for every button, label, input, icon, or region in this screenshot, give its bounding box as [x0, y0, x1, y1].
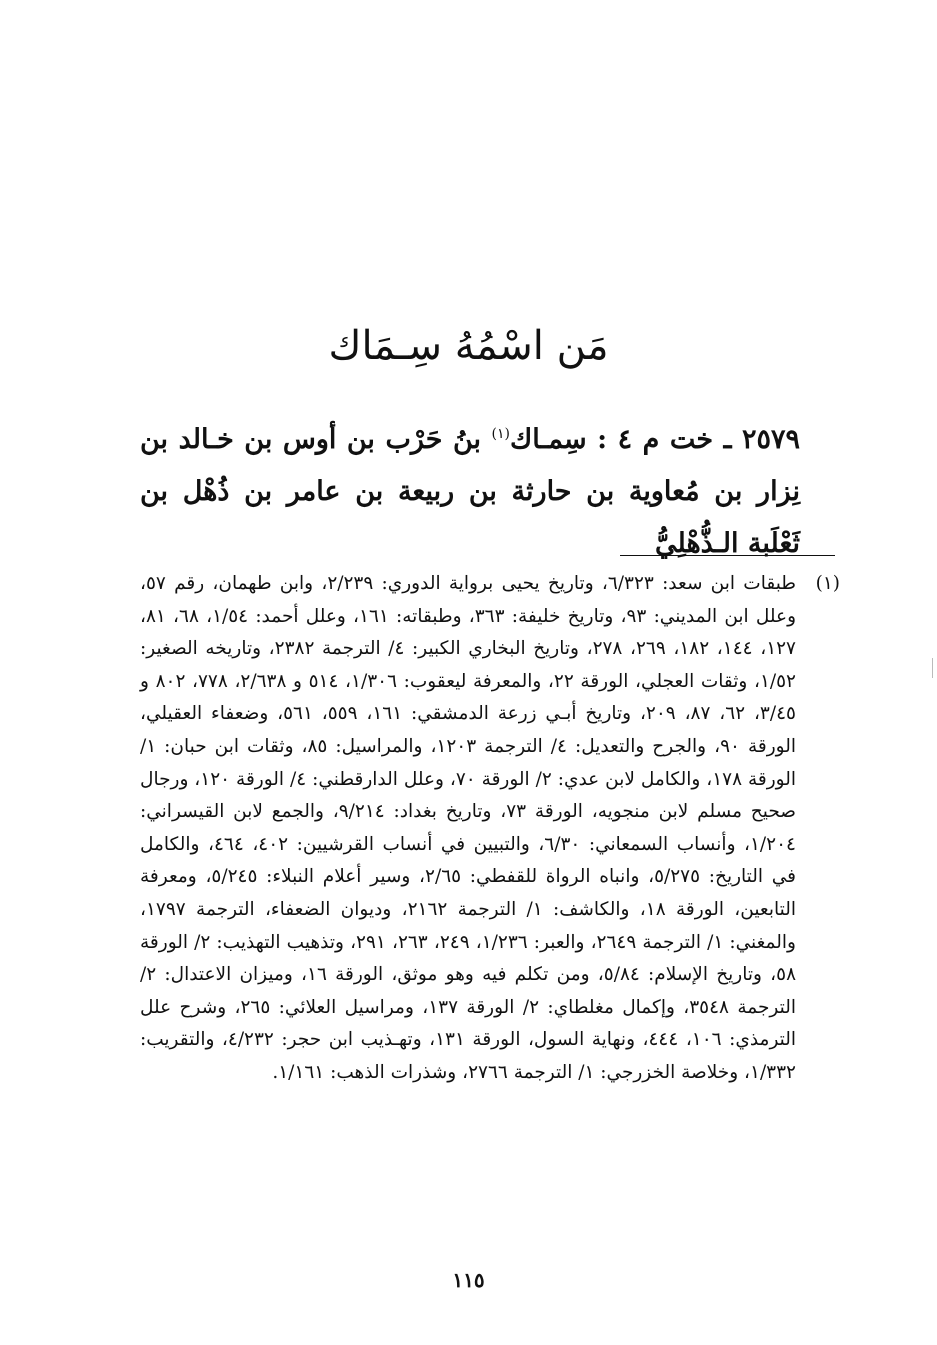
biography-entry [140, 414, 800, 570]
scan-mark [932, 658, 933, 678]
footnote-separator [620, 555, 835, 556]
footnote-reference[interactable]: (١) [491, 426, 511, 442]
footnote-text: طبقات ابن سعد: ٦/٣٢٣، وتاريخ يحيى برواية الدوري: ٢/٢٣٩، وابن طهمان، رقم ٥٧، وعلل ابن المديني: ٩٣، وتاريخ خليفة: ٣٦٣، وطبقاته: ١٦١، وعلل أحمد: ١/٥٤، ٦٨، ٨١، ١٢٧، ١٤٤، ١٨٢، ٢٦٩، ٢٧٨، وتاريخ البخاري الكبير: ٤/ الترجمة ٢٣٨٢، وتاريخه الصغير: ١/٥٢، وثقات العجلي، الورقة ٢٢، والمعرفة ليعقوب: ١/٣٠٦، ٥١٤ و ٢/٦٣٨، ٧٧٨، ٨٠٢ و ٣/٤٥، ٦٢، ٨٧، ٢٠٩، وتاريخ أبـي زرعة الدمشقي: ١٦١، ٥٥٩، ٥٦١، وضعفاء العقيلي، الورقة ٩٠، والجرح والتعديل: ٤/ الترجمة ١٢٠٣، والمراسيل: ٨٥، وثقات ابن حبان: ١/ الورقة ١٧٨، والكامل لابن عدي: ٢/ الورقة ٧٠، وعلل الدارقطني: ٤/ الورقة ١٢٠، ورجال صحيح مسلم لابن منجويه، الورقة ٧٣، وتاريخ بغداد: ٩/٢١٤، والجمع لابن القيسراني: ١/٢٠٤، وأنساب السمعاني: ٦/٣٠، والتبيين في أنساب القرشيين: ٤٠٢، ٤٦٤، والكامل في التاريخ: ٥/٢٧٥، وانباه الرواة للقفطي: ٢/٦٥، وسير أعلام النبلاء: ٥/٢٤٥، ومعرفة التابعين، الورقة ١٨، والكاشف: ١/ الترجمة ٢١٦٢، وديوان الضعفاء، الترجمة ١٧٩٧، والمغني: ١/ الترجمة ٢٦٤٩، والعبر: ١/٢٣٦، ٢٤٩، ٢٦٣، ٢٩١، وتذهيب التهذيب: ٢/ الورقة ٥٨، وتاريخ الإسلام: ٥/٨٤، ومن تكلم فيه وهو موثق، الورقة ١٦، وميزان الاعتدال: ٢/ الترجمة ٣٥٤٨، وإكمال مغلطاي: ٢/ الورقة ١٣٧، ومراسيل العلائي: ٢٦٥، وشرح علل الترمذي: ١٠٦، ٤٤٤، ونهاية السول، الورقة ١٣١، وتهـذيب ابن حجر: ٤/٢٣٢، والتقريب: ١/٣٣٢، وخلاصة الخزرجي: ١/ الترجمة ٢٧٦٦، وشذرات الذهب: ١/١٦١. [140, 573, 797, 1083]
page-number: ١١٥ [452, 1268, 485, 1292]
chapter-title: مَن اسْمُهُ سِـمَاك [328, 323, 609, 369]
entry-number: ٢٥٧٩ [742, 424, 801, 455]
entry-prefix: ـ خت م ٤ : سِمـاك [510, 424, 742, 455]
footnote [140, 568, 840, 1090]
entry-lineage: بنُ حَرْب بن أوس بن خـالد بن نِزار بن مُعاوية بن حارثة بن ربيعة بن عامر بن ذُهْل بن ثَعْلَبة الـذُّهْلِيُّ [140, 424, 800, 559]
footnote-marker: (١) [815, 573, 840, 594]
